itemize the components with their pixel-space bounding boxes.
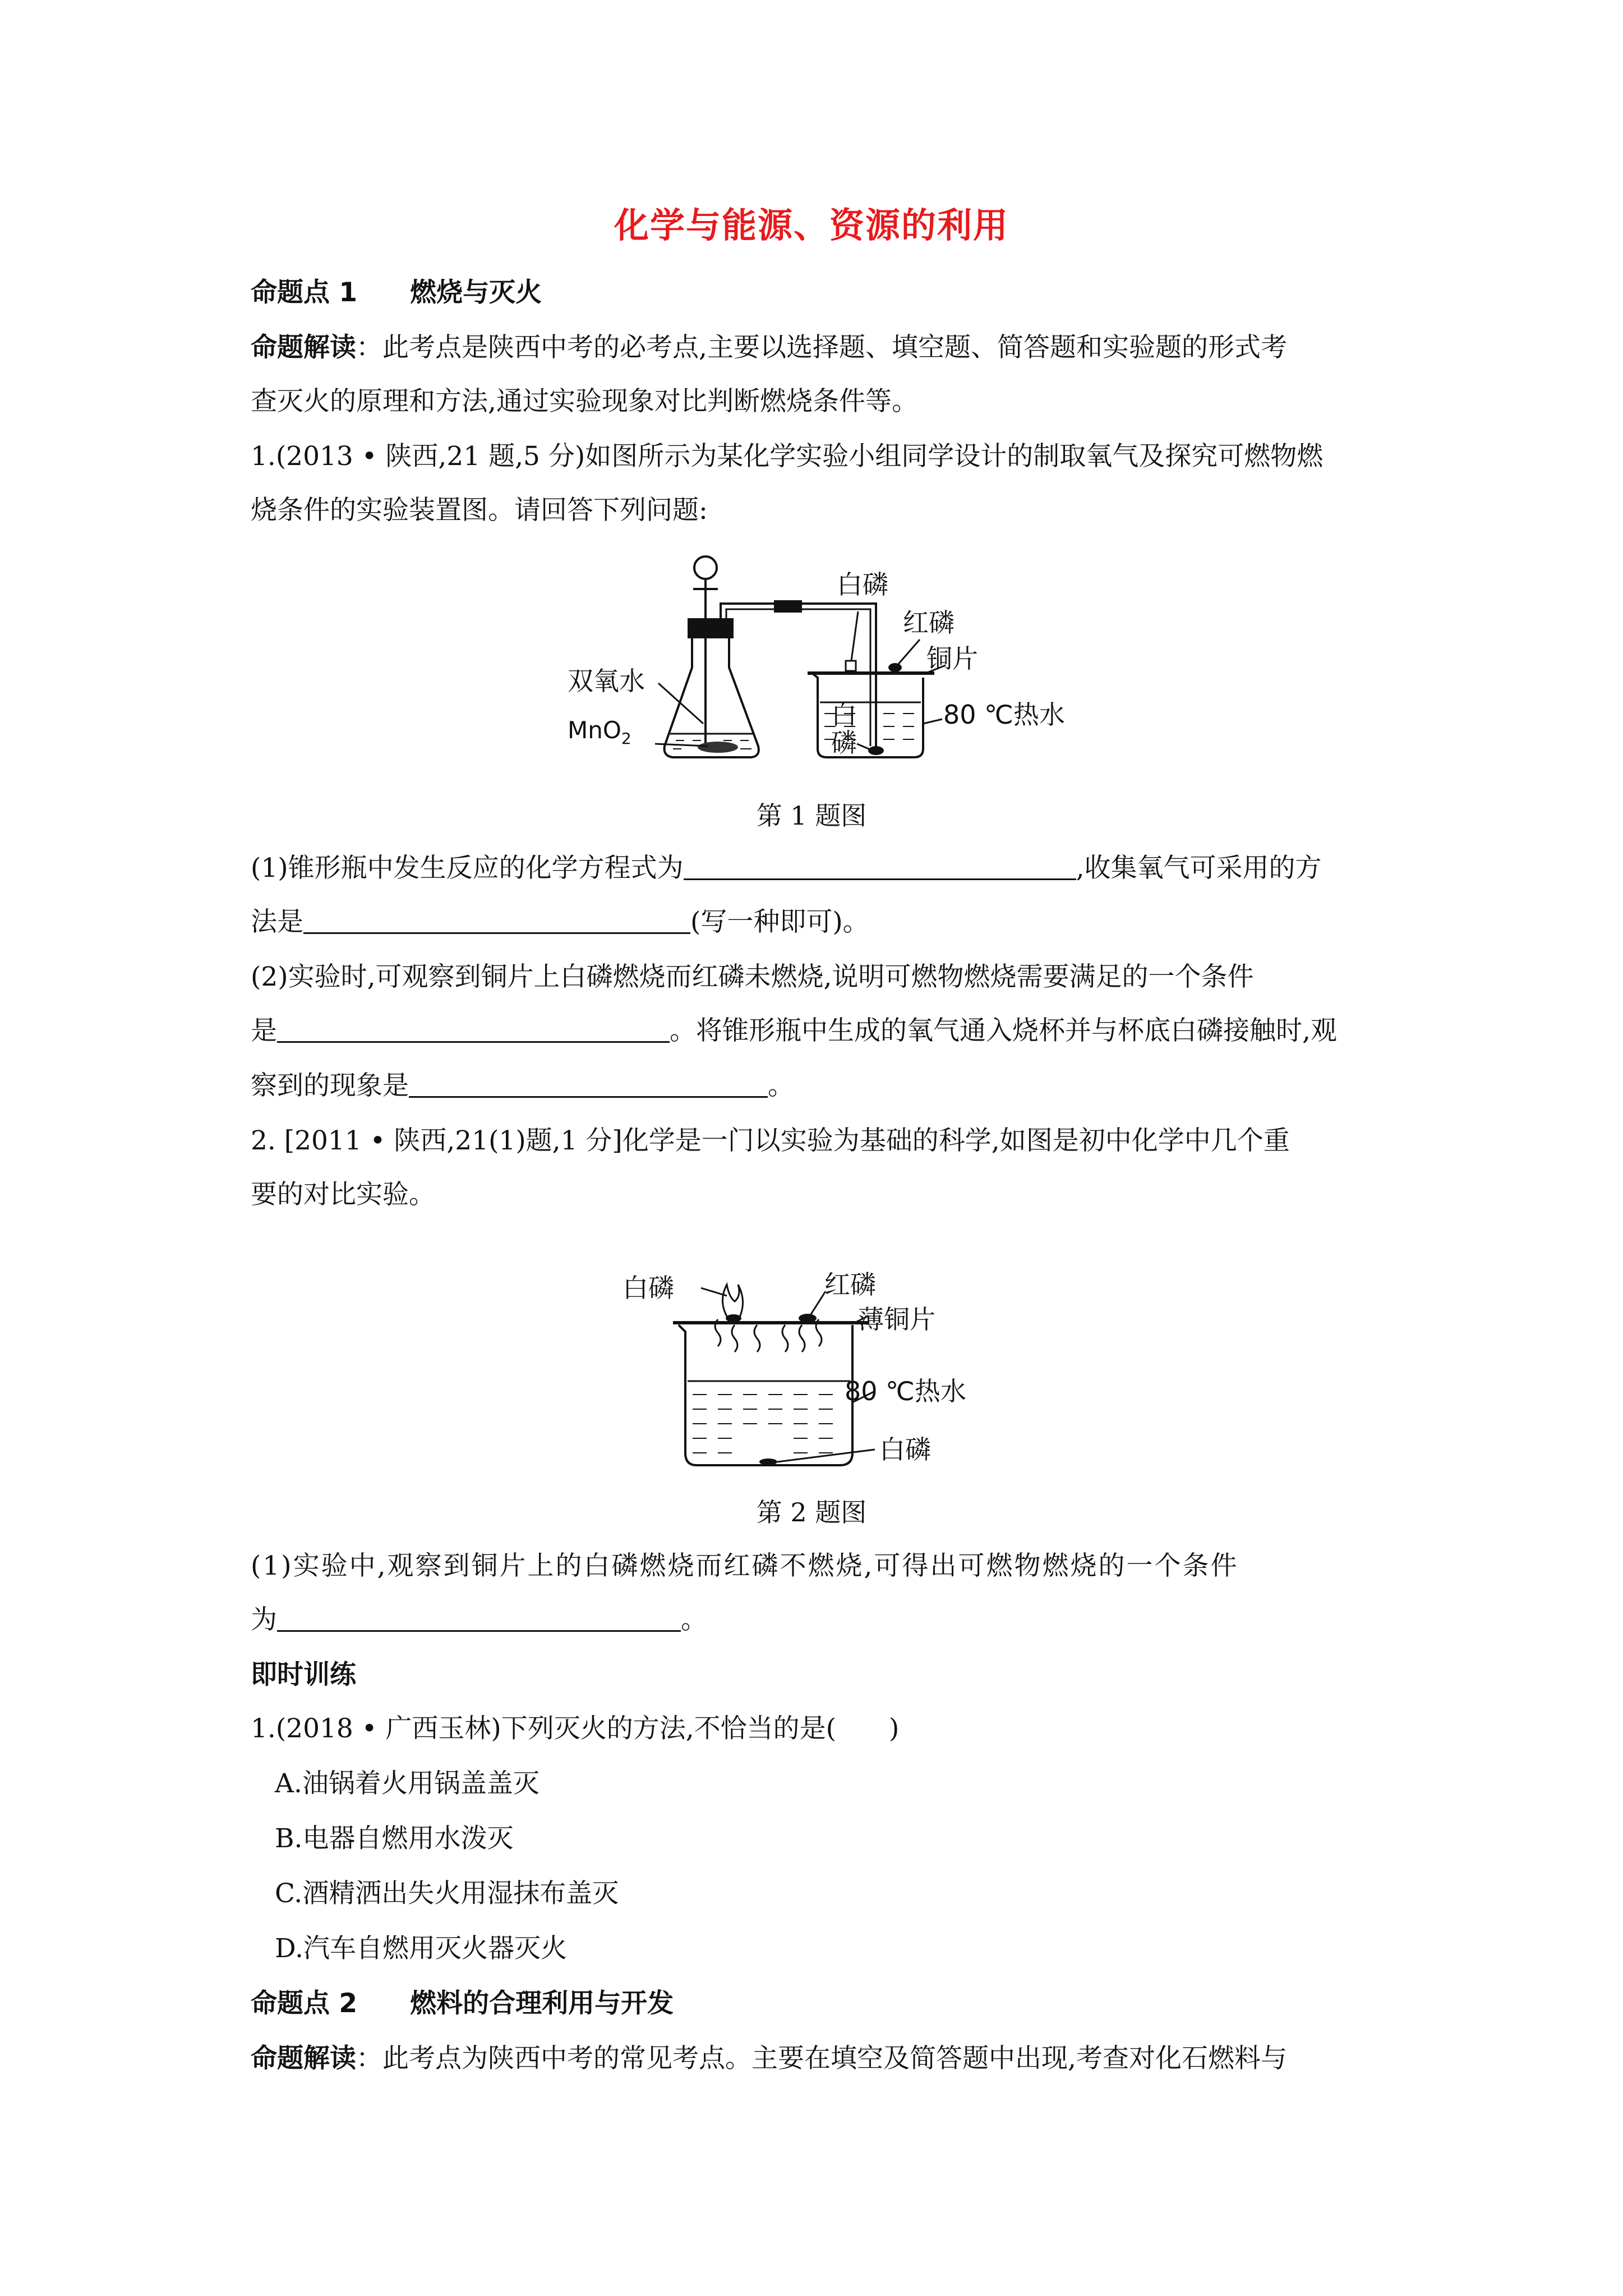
topic1-analysis-line1 <box>251 331 1381 365</box>
q1-part1-line2 <box>251 905 1381 939</box>
q1-part2-line3 <box>251 1069 1381 1103</box>
analysis-label: 命题解读 <box>251 2043 356 2074</box>
q2-part1-line1: (1)实验中,观察到铜片上的白磷燃烧而红磷不燃烧,可得出可燃物燃烧的一个条件 <box>251 1550 1239 1581</box>
fig1-label-red-p: 红磷 <box>903 608 955 638</box>
red-phosphorus <box>888 663 902 672</box>
topic2-heading: 命题点 2 燃料的合理利用与开发 <box>251 1988 674 2019</box>
red-phosphorus <box>799 1314 817 1323</box>
page-title: 化学与能源、资源的利用 <box>614 205 1009 246</box>
practice-q1-stem: 1.(2018 • 广西玉林)下列灭火的方法,不恰当的是( ) <box>251 1713 900 1744</box>
q1-part2-line2 <box>251 1014 1381 1048</box>
option-a[interactable]: A.油锅着火用锅盖盖灭 <box>275 1768 540 1799</box>
q1-p1-text-c: 法是 <box>251 907 303 937</box>
funnel-bulb <box>694 556 717 579</box>
fig1-label-white-p-bottom-1: 白 <box>831 700 857 730</box>
analysis-text: ：此考点是陕西中考的必考点,主要以选择题、填空题、简答题和实验题的形式考 <box>356 332 1287 363</box>
fig1-label-white-p-bottom-2: 磷 <box>831 728 857 758</box>
flame-icon <box>722 1285 743 1318</box>
answer-blank[interactable] <box>409 1071 768 1098</box>
fig2-label-red-p: 红磷 <box>824 1269 876 1300</box>
answer-blank[interactable] <box>303 908 690 934</box>
q2-p1-text-c: 。 <box>681 1604 707 1635</box>
q1-part1-line1 <box>251 852 1381 885</box>
fig1-label-h2o2: 双氧水 <box>568 666 645 696</box>
fig1-label-copper: 铜片 <box>926 643 978 674</box>
q2-part1-line2 <box>251 1603 1381 1637</box>
q2-stem-line2: 要的对比实验。 <box>251 1179 435 1210</box>
q1-figure <box>561 555 1066 780</box>
q1-stem-line1: 1.(2013 • 陕西,21 题,5 分)如图所示为某化学实验小组同学设计的制取氧气及探究可燃物燃 <box>251 441 1324 472</box>
q1-p2-text-e: 。 <box>768 1070 794 1101</box>
q2-stem-line1: 2. [2011 • 陕西,21(1)题,1 分]化学是一门以实验为基础的科学,如图是初中化学中几个重 <box>251 1125 1290 1156</box>
white-phosphorus <box>726 1314 741 1322</box>
fig2-label-copper: 薄铜片 <box>858 1304 935 1335</box>
q1-p1-text-d: (写一种即可)。 <box>690 907 869 937</box>
q1-figure-caption: 第 1 题图 <box>756 800 867 831</box>
option-b[interactable]: B.电器自燃用水泼灭 <box>275 1823 514 1854</box>
q1-part2-line1: (2)实验时,可观察到铜片上白磷燃烧而红磷未燃烧,说明可燃物燃烧需要满足的一个条件 <box>251 961 1254 992</box>
practice-heading: 即时训练 <box>251 1659 356 1690</box>
q2-p1-text-b: 为 <box>251 1604 277 1635</box>
q1-p2-text-c: 。将锥形瓶中生成的氧气通入烧杯并与杯底白磷接触时,观 <box>670 1015 1337 1046</box>
topic1-analysis-line2: 查灭火的原理和方法,通过实验现象对比判断燃烧条件等。 <box>251 386 918 417</box>
fig1-label-hot-water: 80 ℃热水 <box>943 700 1065 730</box>
topic1-heading: 命题点 1 燃烧与灭火 <box>251 277 542 308</box>
white-phosphorus-bottom <box>759 1458 777 1465</box>
q1-p2-text-b: 是 <box>251 1015 277 1046</box>
fig2-label-hot-water: 80 ℃热水 <box>845 1376 966 1406</box>
fig1-label-white-p-top: 白磷 <box>837 569 888 600</box>
option-c[interactable]: C.酒精洒出失火用湿抹布盖灭 <box>275 1878 619 1909</box>
option-d[interactable]: D.汽车自燃用灭火器灭火 <box>275 1933 567 1964</box>
fig2-label-white-p-bottom: 白磷 <box>879 1434 931 1465</box>
q1-p2-text-d: 察到的现象是 <box>251 1070 409 1101</box>
topic2-analysis-line1 <box>251 2042 1381 2076</box>
mno2-solid <box>698 742 738 753</box>
q2-figure <box>623 1262 1015 1487</box>
flask-stopper <box>688 618 734 638</box>
analysis-label: 命题解读 <box>251 332 356 363</box>
answer-blank[interactable] <box>277 1016 670 1043</box>
conical-flask <box>665 634 759 757</box>
q1-p1-text-a: (1)锥形瓶中发生反应的化学方程式为 <box>251 853 684 884</box>
answer-blank[interactable] <box>684 854 1076 880</box>
q1-p1-text-b: ,收集氧气可采用的方 <box>1076 853 1322 884</box>
white-phosphorus-top <box>846 661 856 671</box>
fig1-label-mno2: MnO$_2$ <box>568 716 631 748</box>
q2-figure-caption: 第 2 题图 <box>756 1497 867 1527</box>
analysis-text: ：此考点为陕西中考的常见考点。主要在填空及简答题中出现,考查对化石燃料与 <box>356 2043 1287 2074</box>
q1-stem-line2: 烧条件的实验装置图。请回答下列问题: <box>251 495 708 526</box>
answer-blank[interactable] <box>277 1605 681 1632</box>
beaker <box>812 673 923 757</box>
fig2-label-white-p: 白磷 <box>623 1273 674 1303</box>
